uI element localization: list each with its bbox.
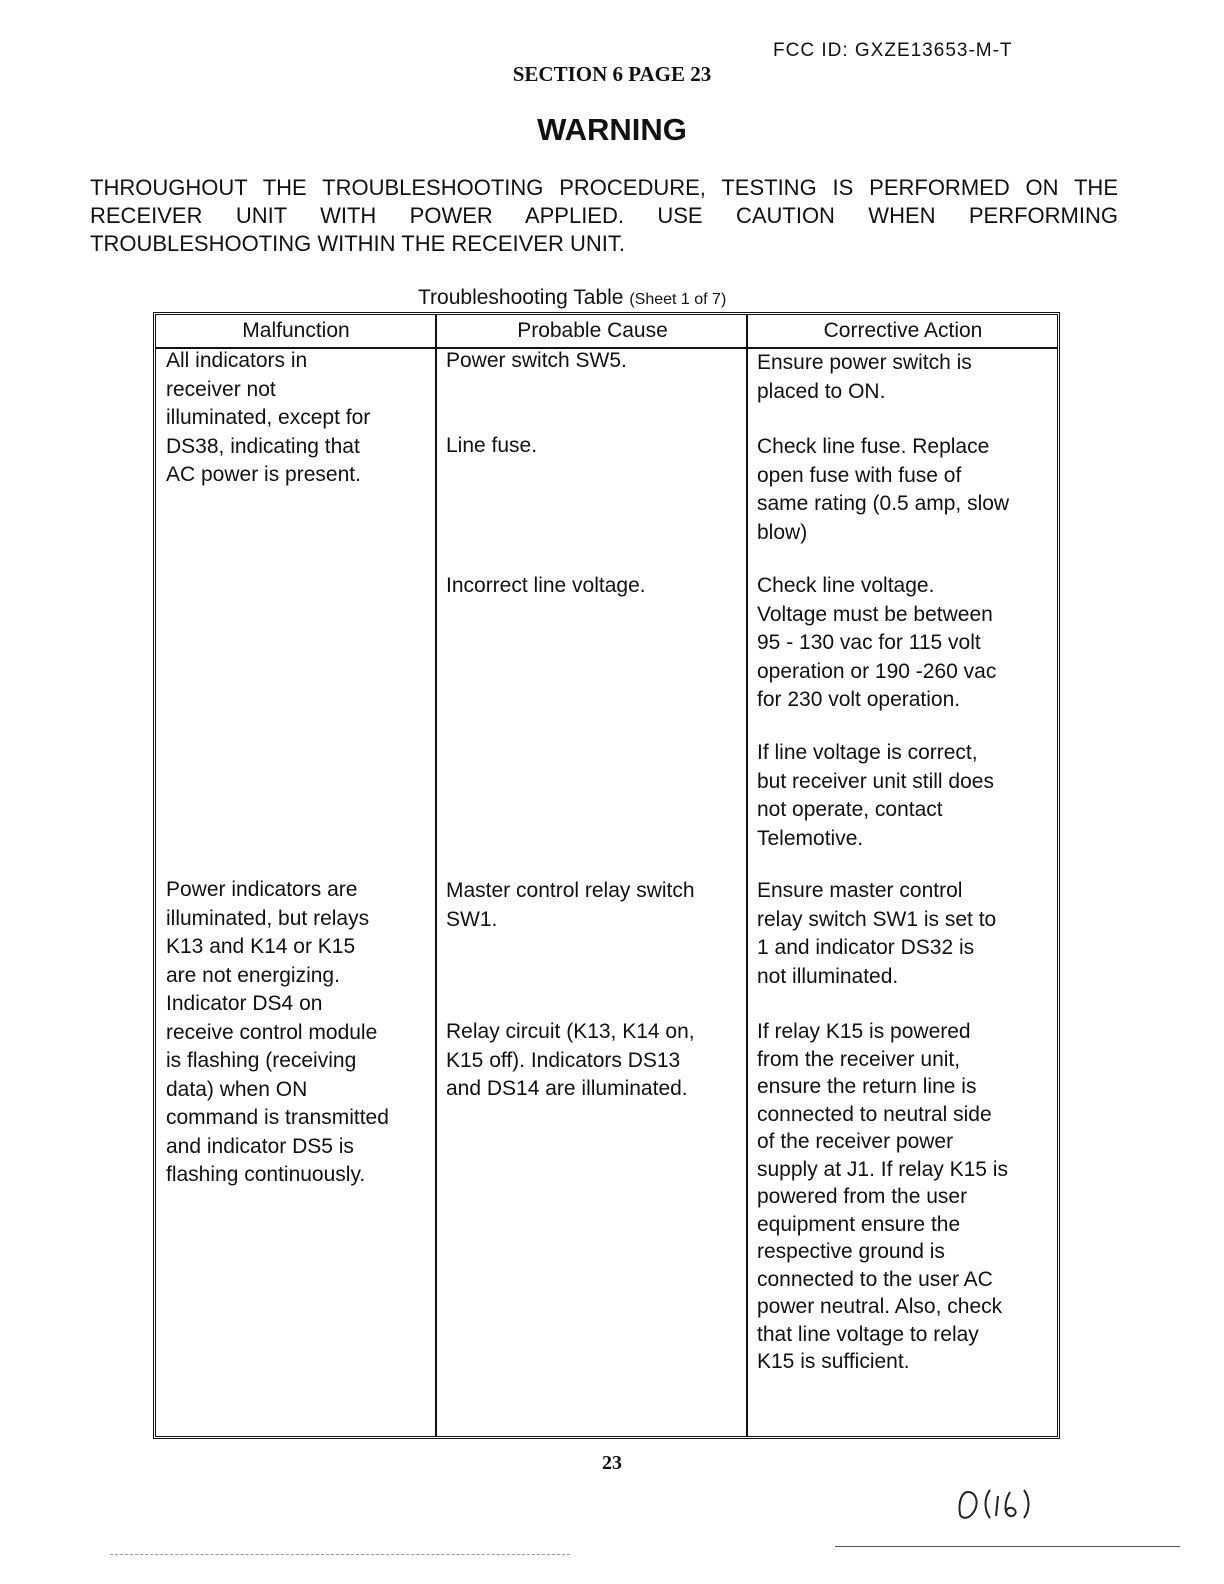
column-divider (746, 315, 748, 1436)
table-caption-sheet: (Sheet 1 of 7) (629, 291, 727, 308)
scan-artifact-line (110, 1554, 570, 1555)
column-header-malfunction: Malfunction (242, 319, 350, 342)
warning-title: WARNING (537, 112, 687, 147)
probable-cause-cell: Power switch SW5. (446, 349, 627, 372)
fcc-id: FCC ID: GXZE13653-M-T (773, 40, 1013, 61)
column-divider (435, 315, 437, 1436)
corrective-action-cell: If relay K15 is powered from the receiver unit, ensure the return line is connected to neutral side of the receiver power supply at J1. If relay K15 is powered from the user equipment ensure the respective ground is connected to the user AC power neutral. Also, check that line voltage to relay K15 is sufficient. (757, 1020, 1008, 1373)
probable-cause-cell: Relay circuit (K13, K14 on, K15 off). Indicators DS13 and DS14 are illuminated. (446, 1020, 695, 1100)
column-header-corrective-action: Corrective Action (823, 319, 983, 342)
probable-cause-cell: Incorrect line voltage. (446, 574, 646, 597)
troubleshooting-table (153, 312, 1060, 1439)
probable-cause-cell: Master control relay switch SW1. (446, 879, 695, 931)
corrective-action-cell: Check line voltage. Voltage must be between 95 - 130 vac for 115 volt operation or 190 -260 vac for 230 volt operation. (757, 574, 997, 711)
section-page-heading: SECTION 6 PAGE 23 (512, 62, 712, 86)
warning-text: THROUGHOUT THE TROUBLESHOOTING PROCEDURE, TESTING IS PERFORMED ON THE RECEIVER UNIT WITH POWER APPLIED. USE CAUTION WHEN PERFORMING TROUBLESHOOTING WITHIN THE RECEIVER UNIT. (90, 175, 1118, 256)
table-caption-title: Troubleshooting Table (418, 286, 624, 309)
corrective-action-cell: Check line fuse. Replace open fuse with fuse of same rating (0.5 amp, slow blow) (757, 435, 1010, 544)
scan-artifact-line (835, 1546, 1180, 1547)
handwritten-note (952, 1484, 1042, 1529)
corrective-action-cell: Ensure master control relay switch SW1 is set to 1 and indicator DS32 is not illuminated. (757, 879, 997, 988)
corrective-action-cell: If line voltage is correct, but receiver unit still does not operate, contact Telemotive. (757, 741, 994, 850)
column-header-probable-cause: Probable Cause (517, 319, 668, 342)
malfunction-cell: All indicators in receiver not illuminated, except for DS38, indicating that AC power is present. (166, 349, 371, 486)
page-number: 23 (602, 1452, 622, 1474)
table-caption (418, 286, 726, 310)
probable-cause-cell: Line fuse. (446, 434, 538, 457)
corrective-action-cell: Ensure power switch is placed to ON. (757, 351, 972, 403)
malfunction-cell: Power indicators are illuminated, but relays K13 and K14 or K15 are not energizing. Indicator DS4 on receive control module is flashing (receiving data) when ON command is transmitted and indicator DS5 is flashing continuously. (166, 878, 389, 1186)
